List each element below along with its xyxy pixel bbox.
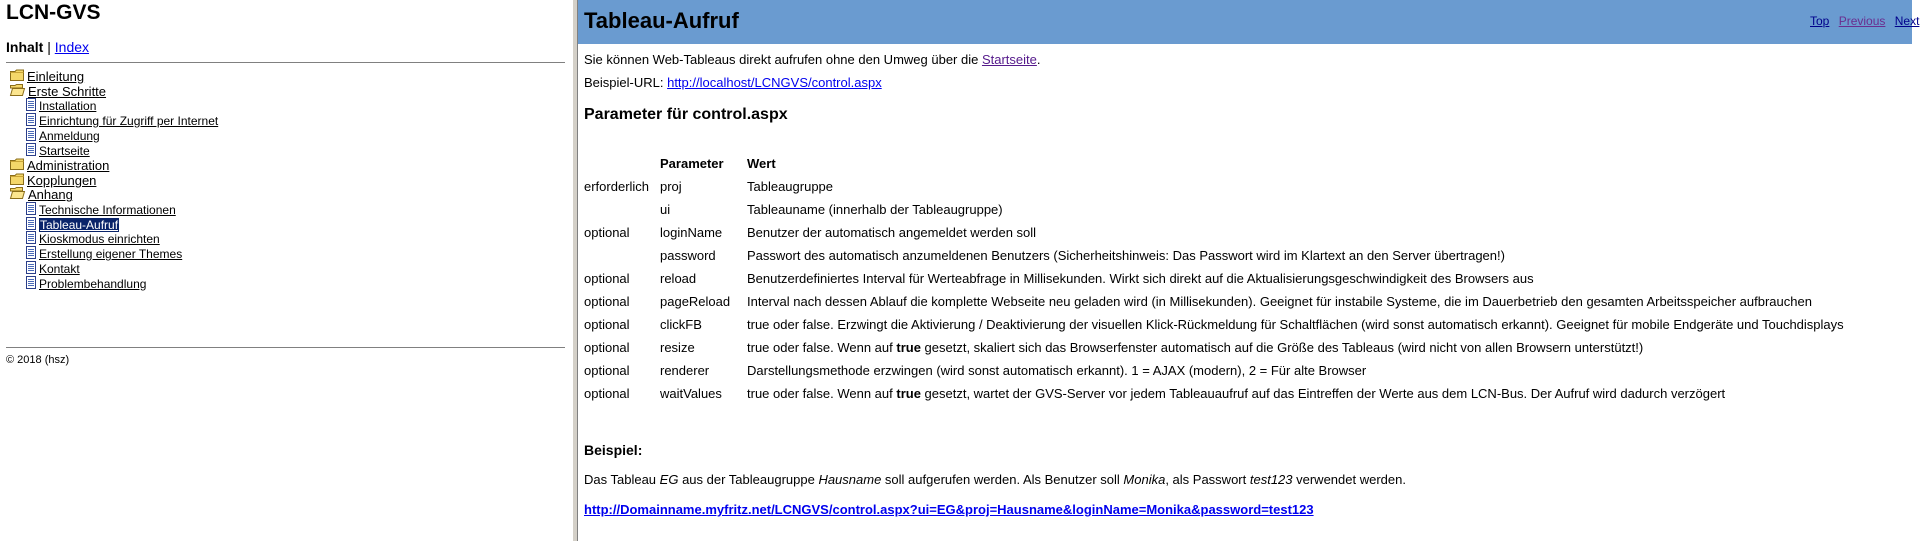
toc-item-label[interactable]: Startseite	[39, 143, 90, 158]
table-row	[584, 359, 1851, 382]
params-body	[584, 175, 1851, 405]
folder-open-icon	[10, 187, 25, 202]
page-header	[578, 0, 1920, 44]
header-cell: Parameter	[660, 156, 724, 171]
toc-item-label[interactable]: Kontakt	[39, 261, 80, 276]
table-row	[584, 267, 1851, 290]
content-frame	[578, 0, 1920, 541]
table-cell: optional	[584, 317, 630, 332]
example-text: Das Tableau	[584, 472, 660, 487]
table-cell: optional	[584, 363, 630, 378]
nav-top-link[interactable]: Top	[1810, 14, 1830, 28]
page-title: Tableau-Aufruf	[584, 8, 739, 33]
table-cell: Darstellungsmethode erzwingen (wird sonst automatisch erkannt). 1 = AJAX (modern), 2 = Für alte Browser	[747, 363, 1367, 378]
table-cell: ui	[660, 202, 671, 217]
toc-item-label[interactable]: Kioskmodus einrichten	[39, 232, 160, 247]
page-nav	[1810, 14, 1925, 28]
params-header-row	[584, 152, 1851, 175]
table-row	[584, 244, 1851, 267]
toc-item-label[interactable]: Administration	[27, 157, 110, 173]
table-cell: Benutzerdefiniertes Interval für Werteabfrage in Millisekunden. Wirkt sich direkt auf die Aktualisierungsgeschwindigkeit des Browsers aus	[747, 271, 1534, 286]
toc-item-label[interactable]: Anmeldung	[39, 128, 100, 143]
header-cell	[584, 152, 660, 175]
table-cell: clickFB	[660, 317, 702, 332]
table-cell: Passwort des automatisch anzumeldenen Benutzers (Sicherheitshinweis: Das Passwort wird im Klartext an den Server übertragen!)	[747, 248, 1505, 263]
example-text: aus der Tableaugruppe	[678, 472, 819, 487]
example-text: verwendet werden.	[1292, 472, 1406, 487]
folder-icon	[10, 69, 24, 84]
table-cell: optional	[584, 225, 630, 240]
intro-paragraph	[584, 52, 1041, 67]
toc-item-label[interactable]: Problembehandlung	[39, 276, 147, 291]
example-italic: Hausname	[818, 472, 882, 487]
params-heading: Parameter für control.aspx	[584, 106, 788, 123]
tab-separator: |	[47, 39, 51, 55]
startseite-link[interactable]: Startseite	[981, 52, 1037, 67]
table-cell: true oder false. Wenn auf true gesetzt, wartet der GVS-Server vor jedem Tableauaufruf auf das Eintreffen der Werte aus dem LCN-Bus. Der Aufruf wird dadurch verzögert	[747, 386, 1726, 401]
toc-item-label[interactable]: Anhang	[28, 187, 73, 203]
table-row	[584, 221, 1851, 244]
toc-item-label[interactable]: Einrichtung für Zugriff per Internet	[39, 113, 219, 128]
table-cell: renderer	[660, 363, 710, 378]
table-cell: optional	[584, 386, 630, 401]
copyright: © 2018 (hsz)	[6, 354, 70, 366]
table-cell: optional	[584, 271, 630, 286]
table-cell: resize	[660, 340, 695, 355]
table-cell: true oder false. Wenn auf true gesetzt, skaliert sich das Browserfenster automatisch auf die Größe des Tableaus (wird nicht von allen Browsern unterstützt!)	[747, 340, 1644, 355]
nav-next-link[interactable]: Next	[1894, 14, 1920, 28]
table-cell: erforderlich	[584, 179, 650, 194]
folder-open-icon	[10, 84, 25, 99]
example-heading: Beispiel:	[584, 442, 643, 458]
divider	[6, 347, 565, 348]
tab-contents[interactable]: Inhalt	[6, 39, 44, 55]
table-cell: optional	[584, 294, 630, 309]
table-cell: pageReload	[660, 294, 731, 309]
table-cell: Benutzer der automatisch angemeldet werden soll	[747, 225, 1037, 240]
toc-item-label[interactable]: Kopplungen	[27, 172, 97, 188]
header-cell: Wert	[747, 156, 776, 171]
table-row	[584, 313, 1851, 336]
nav-previous-link[interactable]: Previous	[1838, 14, 1886, 28]
table-cell: Tableaugruppe	[747, 179, 834, 194]
example-url-label: Beispiel-URL:	[584, 75, 668, 90]
folder-icon	[10, 173, 24, 188]
table-cell: loginName	[660, 225, 723, 240]
table-cell: Tableauname (innerhalb der Tableaugruppe)	[747, 202, 1003, 217]
table-row	[584, 336, 1851, 359]
toc-item-label[interactable]: Einleitung	[27, 69, 85, 84]
toc-item-label[interactable]: Installation	[39, 99, 97, 114]
toc-item-label[interactable]: Erstellung eigener Themes	[39, 247, 183, 262]
example-paragraph	[584, 472, 1406, 487]
toc-item-label[interactable]: Erste Schritte	[28, 83, 107, 99]
page-icon	[26, 276, 36, 292]
intro-end: .	[1036, 52, 1041, 67]
table-row	[584, 290, 1851, 313]
folder-icon	[10, 158, 24, 173]
table-cell: true oder false. Erzwingt die Aktivierung / Deaktivierung der visuellen Klick-Rückmeldung für Schaltflächen (wird sonst automatisch erkannt). Geeignet für mobile Endgeräte und Touchdisplays	[747, 317, 1844, 332]
tab-index[interactable]: Index	[54, 39, 90, 55]
example-full-link[interactable]: http://Domainname.myfritz.net/LCNGVS/control.aspx?ui=EG&proj=Hausname&loginName=Monika&password=test123	[584, 502, 1314, 517]
toc-item[interactable]	[26, 275, 146, 292]
toc-tabs	[6, 39, 89, 55]
table-cell: Interval nach dessen Ablauf die komplette Webseite neu geladen wird (in Millisekunden). Geeignet für instabile Systeme, die im Dauerbetrieb den gesamten Arbeitsspeicher aufbrauchen	[747, 294, 1812, 309]
table-cell: optional	[584, 340, 630, 355]
toc-item-label[interactable]: Tableau-Aufruf	[40, 217, 119, 232]
toc-frame	[0, 0, 572, 541]
table-cell: proj	[660, 179, 682, 194]
example-italic: test123	[1249, 472, 1293, 487]
table-cell	[584, 198, 660, 221]
example-italic: EG	[659, 472, 679, 487]
table-cell: password	[660, 248, 716, 263]
table-row	[584, 198, 1851, 221]
table-cell: waitValues	[660, 386, 722, 401]
divider	[6, 62, 565, 63]
params-table	[584, 152, 1851, 405]
example-italic: Monika	[1123, 472, 1166, 487]
example-text: soll aufgerufen werden. Als Benutzer soll	[881, 472, 1124, 487]
brand-title: LCN-GVS	[6, 1, 101, 24]
example-url-line	[584, 75, 882, 90]
table-row	[584, 382, 1851, 405]
toc-item-label[interactable]: Technische Informationen	[39, 202, 176, 217]
example-text: , als Passwort	[1165, 472, 1250, 487]
table-cell	[584, 244, 660, 267]
table-row	[584, 175, 1851, 198]
table-cell: reload	[660, 271, 697, 286]
example-url-link[interactable]: http://localhost/LCNGVS/control.aspx	[667, 75, 882, 90]
intro-text: Sie können Web-Tableaus direkt aufrufen ohne den Umweg über die	[584, 52, 982, 67]
